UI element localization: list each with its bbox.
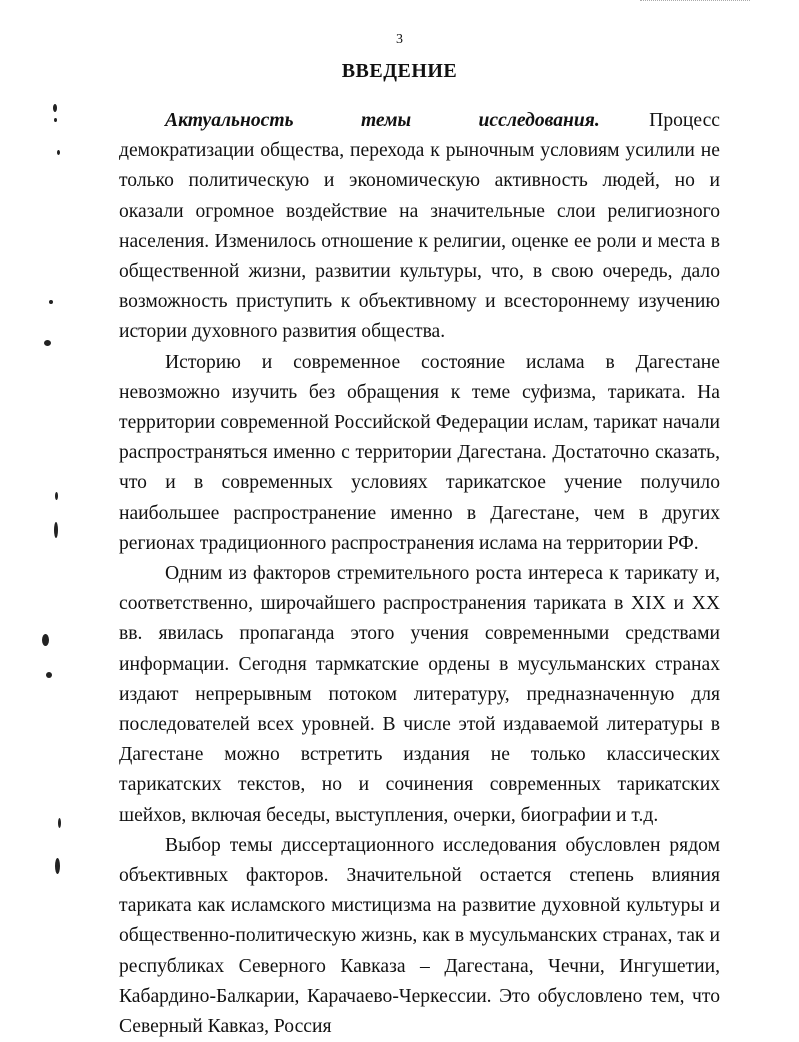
paragraph-factors: Одним из факторов стремительного роста интереса к тарикату и, соответственно, широчайшего распространения тариката в XIX и XX вв. явилась пропаганда этого учения современными средствами информации. Сегодня тармкатские ордены в мусульманских странах издают непрерывным потоком литературу, предназначенную для последователей всех уровней. В числе этой издаваемой литературы в Дагестане можно встретить издания не только классических тарикатских текстов, но и сочинения современных тарикатских шейхов, включая беседы, выступления, очерки, биографии и т.д. [119,563,720,826]
scan-speck [54,118,57,122]
paragraph-topic-choice: Выбор темы диссертационного исследования обусловлен рядом объективных факторов. Значительной остается степень влияния тариката как исламского мистицизма на развитие духовной культуры и общественно-политическую жизнь, как в мусульманских странах, так и республиках Северного Кавказа – Дагестана, Чечни, Ингушетии, Кабардино-Балкарии, Карачаево-Черкессии. Это обусловлено тем, что Северный Кавказ, Россия [119,834,720,1038]
scan-speck [55,492,58,500]
scan-edge-mark [640,0,750,4]
scan-speck [58,818,61,828]
paragraph-lead: Актуальность темы исследования. [165,110,600,131]
document-body [119,106,720,1042]
page-number: 3 [396,32,403,47]
paragraph-relevance [119,106,720,348]
scan-speck [57,150,60,155]
paragraph-text: Процесс демократизации общества, перехода к рыночным условиям усилили не только политическую и экономическую активность людей, но и оказали огромное воздействие на значительные слои религиозного населения. Изменилось отношение к религии, оценке ее роли и места в общественной жизни, развитии культуры, что, в свою очередь, дало возможность приступить к объективному и всестороннему изучению истории духовного развития общества. [119,110,720,343]
page-title: ВВЕДЕНИЕ [341,60,458,82]
scan-speck [55,858,60,874]
paragraph-islam-history: Историю и современное состояние ислама в Дагестане невозможно изучить без обращения к теме суфизма, тариката. На территории современной Российской Федерации ислам, тарикат начали распространяться именно с территории Дагестана. Достаточно сказать, что и в современных условиях тарикатское учение получило наибольшее распространение именно в Дагестане, чем в других регионах традиционного распространения ислама на территории РФ. [119,351,720,554]
scan-speck [53,104,57,112]
scan-speck [44,340,51,346]
scan-speck [46,672,52,678]
scan-speck [49,300,53,304]
scan-speck [54,522,58,538]
scan-speck [42,634,49,646]
